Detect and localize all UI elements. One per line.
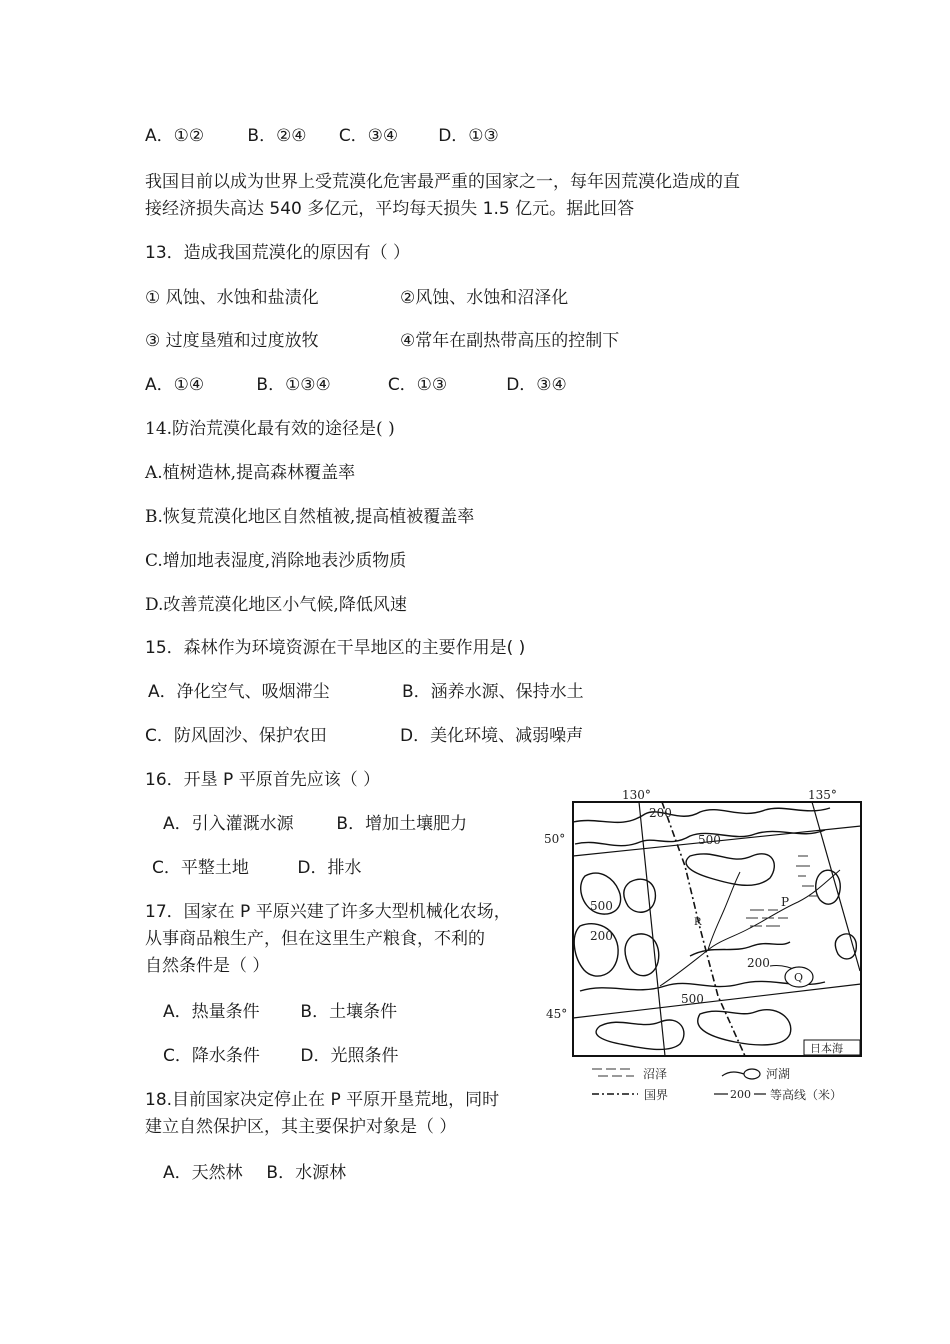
- intro-line-1: 我国目前以成为世界上受荒漠化危害最严重的国家之一，每年因荒漠化造成的直: [145, 172, 740, 192]
- q18-stem-line-2: 建立自然保护区，其主要保护对象是（ ）: [145, 1117, 457, 1137]
- q15-option-a: A．净化空气、吸烟滞尘: [148, 682, 330, 702]
- q16-option-d: D．排水: [297, 858, 362, 878]
- q15-stem: 15．森林作为环境资源在干旱地区的主要作用是( ): [145, 638, 526, 658]
- q13-option-d: D．③④: [506, 375, 567, 395]
- q13-statement-2: ②风蚀、水蚀和沼泽化: [400, 288, 569, 308]
- contour-label-500-left: 500: [590, 899, 613, 913]
- q13-statement-1: ① 风蚀、水蚀和盐渍化: [145, 288, 319, 308]
- q12-options: [145, 125, 499, 147]
- contour-label-200-left: 200: [590, 929, 613, 943]
- q16-option-a: A．引入灌溉水源: [163, 814, 294, 834]
- q13-statement-3: ③ 过度垦殖和过度放牧: [145, 331, 319, 351]
- lake-label-q: Q: [794, 971, 804, 984]
- latitude-label-45: 45°: [546, 1007, 568, 1021]
- legend-swamp-label: 沼泽: [643, 1067, 668, 1081]
- legend-border-label: 国界: [644, 1088, 669, 1102]
- q18-options: [163, 1162, 346, 1184]
- legend-river-label: 河湖: [766, 1067, 791, 1081]
- longitude-label-130: 130°: [622, 788, 651, 802]
- q17-options-row-1: [163, 1001, 397, 1023]
- q13-statement-4: ④常年在副热带高压的控制下: [400, 331, 620, 351]
- q17-stem-line-3: 自然条件是（ ）: [145, 956, 270, 976]
- swamp-area: [746, 856, 818, 926]
- q15-option-b: B．涵养水源、保持水土: [402, 682, 584, 702]
- q14-option-c: C.增加地表湿度,消除地表沙质物质: [145, 551, 407, 571]
- legend-swamp-symbol: [592, 1069, 634, 1076]
- q18-stem-line-1: 18.目前国家决定停止在 P 平原开垦荒地，同时: [145, 1090, 500, 1110]
- q17-option-d: D．光照条件: [300, 1046, 399, 1066]
- sea-label: 日本海: [810, 1042, 843, 1055]
- map-legend: [592, 1066, 842, 1102]
- q18-option-a: A．天然林: [163, 1163, 243, 1183]
- q15-option-d: D．美化环境、减弱噪声: [400, 726, 584, 746]
- q17-option-a: A．热量条件: [163, 1002, 260, 1022]
- contour-label-200-right: 200: [747, 956, 770, 970]
- q14-option-b: B.恢复荒漠化地区自然植被,提高植被覆盖率: [145, 507, 475, 527]
- legend-river-symbol: [722, 1069, 760, 1079]
- q16-options-row-2: [152, 857, 362, 879]
- q14-stem: 14.防治荒漠化最有效的途径是( ): [145, 419, 395, 439]
- contour-label-500-bottom: 500: [681, 992, 704, 1006]
- q17-options-row-2: [163, 1045, 399, 1067]
- q13-option-c: C．①③: [387, 375, 448, 395]
- q13-options: [145, 374, 567, 396]
- q13-option-b: B．①③④: [256, 375, 331, 395]
- intro-line-2: 接经济损失高达 540 多亿元，平均每天损失 1.5 亿元。据此回答: [145, 199, 635, 219]
- longitude-label-135: 135°: [808, 788, 837, 802]
- q13-option-a: A．①④: [145, 375, 205, 395]
- contour-label-500-top: 500: [698, 833, 721, 847]
- contour-label-200-top: 200: [649, 806, 672, 820]
- q13-stem: 13．造成我国荒漠化的原因有（ ）: [145, 243, 411, 263]
- q14-option-d: D.改善荒漠化地区小气候,降低风速: [145, 595, 407, 615]
- q18-option-b: B．水源林: [266, 1163, 347, 1183]
- q17-stem-line-1: 17．国家在 P 平原兴建了许多大型机械化农场，: [145, 902, 511, 922]
- q16-option-b: B．增加土壤肥力: [336, 814, 468, 834]
- q17-option-b: B．土壤条件: [300, 1002, 398, 1022]
- q14-option-a: A.植树造林,提高森林覆盖率: [145, 463, 356, 483]
- plain-label-p: P: [781, 895, 790, 909]
- q12-option-c: C．③④: [338, 126, 399, 146]
- latitude-label-50: 50°: [544, 832, 566, 846]
- q12-option-d: D．①③: [438, 126, 499, 146]
- q12-option-b: B．②④: [247, 126, 307, 146]
- q17-option-c: C．降水条件: [163, 1046, 260, 1066]
- q16-option-c: C．平整土地: [152, 858, 249, 878]
- legend-contour-label: 等高线（米）: [770, 1088, 843, 1102]
- q15-option-c: C．防风固沙、保护农田: [145, 726, 327, 746]
- q16-stem: 16．开垦 P 平原首先应该（ ）: [145, 770, 381, 790]
- topographic-map: [540, 786, 880, 1106]
- q12-option-a: A．①②: [145, 126, 205, 146]
- legend-contour-value: 200: [730, 1088, 751, 1101]
- point-label-r: R: [694, 917, 702, 928]
- q17-stem-line-2: 从事商品粮生产，但在这里生产粮食，不利的: [145, 929, 485, 949]
- q16-options-row-1: [163, 813, 467, 835]
